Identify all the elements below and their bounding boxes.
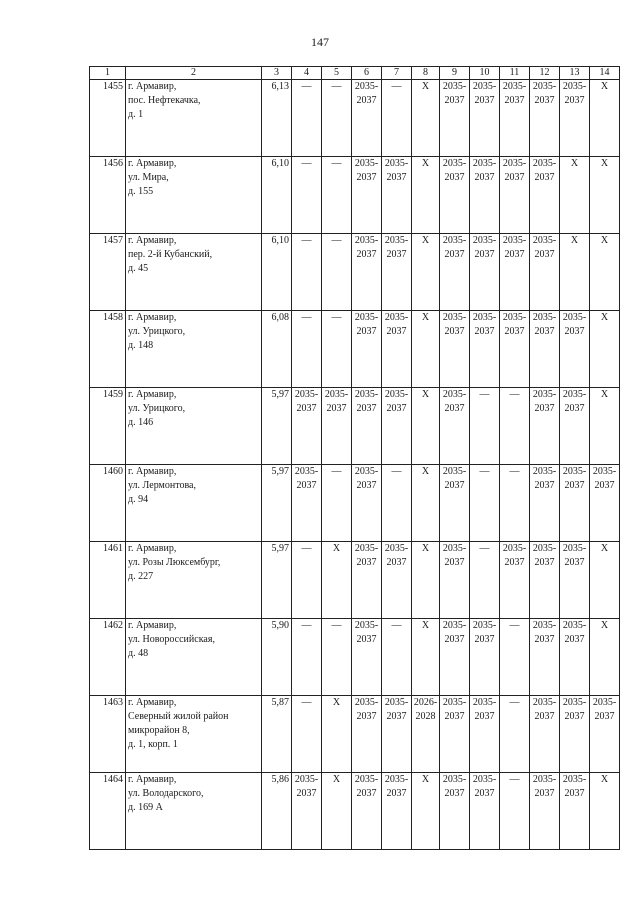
address-line: г. Армавир, [128, 158, 177, 169]
work-period-cell-col-8: Х [412, 465, 440, 542]
area-cell: 6,08 [262, 311, 292, 388]
table-row [90, 619, 620, 696]
area-cell: 6,10 [262, 157, 292, 234]
address-cell [126, 619, 262, 696]
work-period-cell-col-7: 2035- 2037 [382, 388, 412, 465]
address-line: ул. Володарского, [128, 788, 204, 799]
work-period-cell-col-4: 2035- 2037 [292, 465, 322, 542]
address-line: ул. Урицкого, [128, 326, 186, 337]
area-cell: 6,10 [262, 234, 292, 311]
work-period-cell-col-10: 2035- 2037 [470, 773, 500, 850]
area-cell: 5,86 [262, 773, 292, 850]
work-period-cell-col-8: Х [412, 773, 440, 850]
column-number-1: 1 [90, 67, 126, 80]
column-number-2: 2 [126, 67, 262, 80]
work-period-cell-col-5: Х [322, 773, 352, 850]
work-period-cell-col-9: 2035- 2037 [440, 157, 470, 234]
work-period-cell-col-7: 2035- 2037 [382, 234, 412, 311]
work-period-cell-col-6: 2035- 2037 [352, 311, 382, 388]
work-period-cell-col-8: Х [412, 157, 440, 234]
address-line: д. 169 А [128, 802, 163, 813]
work-period-cell-col-11: 2035- 2037 [500, 234, 530, 311]
page-number: 147 [311, 35, 329, 49]
work-period-cell-col-14: Х [590, 234, 620, 311]
address-line: г. Армавир, [128, 235, 177, 246]
area-cell: 5,97 [262, 465, 292, 542]
work-period-cell-col-13: 2035- 2037 [560, 696, 590, 773]
work-period-cell-col-11: — [500, 696, 530, 773]
address-line: г. Армавир, [128, 697, 177, 708]
work-period-cell-col-9: 2035- 2037 [440, 311, 470, 388]
column-number-3: 3 [262, 67, 292, 80]
work-period-cell-col-11: — [500, 619, 530, 696]
work-period-cell-col-14: Х [590, 80, 620, 157]
work-period-cell-col-14: Х [590, 619, 620, 696]
column-number-8: 8 [412, 67, 440, 80]
address-line: г. Армавир, [128, 774, 177, 785]
work-period-cell-col-10: — [470, 388, 500, 465]
work-period-cell-col-7: 2035- 2037 [382, 157, 412, 234]
address-cell [126, 773, 262, 850]
work-period-cell-col-13: 2035- 2037 [560, 465, 590, 542]
work-period-cell-col-4: — [292, 234, 322, 311]
address-line: г. Армавир, [128, 466, 177, 477]
row-number: 1460 [90, 465, 126, 542]
address-line: д. 227 [128, 571, 154, 582]
table-row [90, 542, 620, 619]
row-number: 1459 [90, 388, 126, 465]
work-period-cell-col-11: — [500, 388, 530, 465]
area-cell: 5,90 [262, 619, 292, 696]
address-line: пер. 2-й Кубанский, [128, 249, 213, 260]
work-period-cell-col-5: 2035- 2037 [322, 388, 352, 465]
row-number: 1456 [90, 157, 126, 234]
work-period-cell-col-7: 2035- 2037 [382, 542, 412, 619]
address-cell [126, 80, 262, 157]
work-period-cell-col-12: 2035- 2037 [530, 388, 560, 465]
address-cell [126, 696, 262, 773]
address-line: г. Армавир, [128, 543, 177, 554]
work-period-cell-col-11: — [500, 465, 530, 542]
work-period-cell-col-9: 2035- 2037 [440, 465, 470, 542]
column-number-6: 6 [352, 67, 382, 80]
work-period-cell-col-9: 2035- 2037 [440, 542, 470, 619]
address-cell [126, 234, 262, 311]
address-cell [126, 311, 262, 388]
work-period-cell-col-5: — [322, 311, 352, 388]
work-period-cell-col-12: 2035- 2037 [530, 80, 560, 157]
work-period-cell-col-9: 2035- 2037 [440, 773, 470, 850]
address-line: пос. Нефтекачка, [128, 95, 201, 106]
work-period-cell-col-10: — [470, 542, 500, 619]
work-period-cell-col-9: 2035- 2037 [440, 80, 470, 157]
work-period-cell-col-11: 2035- 2037 [500, 157, 530, 234]
work-period-cell-col-8: Х [412, 542, 440, 619]
address-cell [126, 465, 262, 542]
work-period-cell-col-4: — [292, 542, 322, 619]
address-cell [126, 388, 262, 465]
row-number: 1461 [90, 542, 126, 619]
address-line: д. 94 [128, 494, 149, 505]
work-period-cell-col-8: Х [412, 311, 440, 388]
work-period-cell-col-5: — [322, 619, 352, 696]
address-line: г. Армавир, [128, 312, 177, 323]
work-period-cell-col-14: Х [590, 388, 620, 465]
address-line: д. 48 [128, 648, 149, 659]
work-period-cell-col-6: 2035- 2037 [352, 234, 382, 311]
address-line: ул. Лермонтова, [128, 480, 196, 491]
work-period-cell-col-7: 2035- 2037 [382, 696, 412, 773]
address-line: д. 146 [128, 417, 154, 428]
area-cell: 5,97 [262, 388, 292, 465]
work-period-cell-col-4: — [292, 311, 322, 388]
work-period-cell-col-5: — [322, 157, 352, 234]
address-line: д. 1 [128, 109, 144, 120]
work-period-cell-col-13: 2035- 2037 [560, 773, 590, 850]
area-cell: 5,97 [262, 542, 292, 619]
work-period-cell-col-7: — [382, 619, 412, 696]
address-line: ул. Урицкого, [128, 403, 186, 414]
column-number-14: 14 [590, 67, 620, 80]
address-line: г. Армавир, [128, 389, 177, 400]
address-cell [126, 157, 262, 234]
column-number-13: 13 [560, 67, 590, 80]
table-body [90, 80, 620, 850]
column-number-row [90, 67, 620, 80]
row-number: 1458 [90, 311, 126, 388]
table-row [90, 80, 620, 157]
address-line: Северный жилой район [128, 711, 229, 722]
column-number-10: 10 [470, 67, 500, 80]
area-cell: 6,13 [262, 80, 292, 157]
work-period-cell-col-11: 2035- 2037 [500, 80, 530, 157]
table-row [90, 465, 620, 542]
work-period-cell-col-13: Х [560, 234, 590, 311]
work-period-cell-col-6: 2035- 2037 [352, 465, 382, 542]
work-period-cell-col-13: Х [560, 157, 590, 234]
work-period-cell-col-4: 2035- 2037 [292, 388, 322, 465]
housing-register-table [89, 66, 620, 850]
work-period-cell-col-14: Х [590, 311, 620, 388]
table-row [90, 157, 620, 234]
work-period-cell-col-6: 2035- 2037 [352, 773, 382, 850]
row-number: 1464 [90, 773, 126, 850]
column-number-9: 9 [440, 67, 470, 80]
work-period-cell-col-10: — [470, 465, 500, 542]
work-period-cell-col-11: — [500, 773, 530, 850]
table-row [90, 773, 620, 850]
work-period-cell-col-10: 2035- 2037 [470, 234, 500, 311]
address-line: д. 1, корп. 1 [128, 739, 178, 750]
work-period-cell-col-7: — [382, 465, 412, 542]
work-period-cell-col-12: 2035- 2037 [530, 465, 560, 542]
work-period-cell-col-4: 2035- 2037 [292, 773, 322, 850]
work-period-cell-col-14: Х [590, 542, 620, 619]
work-period-cell-col-5: — [322, 80, 352, 157]
address-line: ул. Новороссийская, [128, 634, 215, 645]
work-period-cell-col-14: 2035- 2037 [590, 465, 620, 542]
work-period-cell-col-10: 2035- 2037 [470, 696, 500, 773]
work-period-cell-col-9: 2035- 2037 [440, 619, 470, 696]
work-period-cell-col-13: 2035- 2037 [560, 542, 590, 619]
row-number: 1462 [90, 619, 126, 696]
address-cell [126, 542, 262, 619]
work-period-cell-col-10: 2035- 2037 [470, 80, 500, 157]
work-period-cell-col-6: 2035- 2037 [352, 542, 382, 619]
work-period-cell-col-12: 2035- 2037 [530, 157, 560, 234]
work-period-cell-col-6: 2035- 2037 [352, 157, 382, 234]
work-period-cell-col-10: 2035- 2037 [470, 619, 500, 696]
work-period-cell-col-14: Х [590, 157, 620, 234]
work-period-cell-col-7: — [382, 80, 412, 157]
address-line: микрорайон 8, [128, 725, 190, 736]
table-row [90, 388, 620, 465]
work-period-cell-col-8: Х [412, 388, 440, 465]
work-period-cell-col-9: 2035- 2037 [440, 388, 470, 465]
work-period-cell-col-6: 2035- 2037 [352, 388, 382, 465]
work-period-cell-col-4: — [292, 619, 322, 696]
work-period-cell-col-6: 2035- 2037 [352, 619, 382, 696]
row-number: 1455 [90, 80, 126, 157]
work-period-cell-col-10: 2035- 2037 [470, 311, 500, 388]
table-row [90, 311, 620, 388]
work-period-cell-col-5: — [322, 234, 352, 311]
column-number-5: 5 [322, 67, 352, 80]
address-line: д. 148 [128, 340, 154, 351]
column-number-11: 11 [500, 67, 530, 80]
address-line: д. 155 [128, 186, 154, 197]
work-period-cell-col-13: 2035- 2037 [560, 311, 590, 388]
work-period-cell-col-7: 2035- 2037 [382, 311, 412, 388]
work-period-cell-col-6: 2035- 2037 [352, 80, 382, 157]
work-period-cell-col-6: 2035- 2037 [352, 696, 382, 773]
column-number-12: 12 [530, 67, 560, 80]
work-period-cell-col-5: Х [322, 542, 352, 619]
address-line: ул. Мира, [128, 172, 169, 183]
work-period-cell-col-8: Х [412, 80, 440, 157]
work-period-cell-col-11: 2035- 2037 [500, 542, 530, 619]
address-line: д. 45 [128, 263, 149, 274]
work-period-cell-col-12: 2035- 2037 [530, 311, 560, 388]
work-period-cell-col-14: 2035- 2037 [590, 696, 620, 773]
work-period-cell-col-12: 2035- 2037 [530, 773, 560, 850]
work-period-cell-col-10: 2035- 2037 [470, 157, 500, 234]
column-number-7: 7 [382, 67, 412, 80]
work-period-cell-col-5: Х [322, 696, 352, 773]
work-period-cell-col-7: 2035- 2037 [382, 773, 412, 850]
work-period-cell-col-8: Х [412, 619, 440, 696]
work-period-cell-col-4: — [292, 157, 322, 234]
row-number: 1463 [90, 696, 126, 773]
work-period-cell-col-12: 2035- 2037 [530, 234, 560, 311]
work-period-cell-col-13: 2035- 2037 [560, 80, 590, 157]
address-line: г. Армавир, [128, 81, 177, 92]
work-period-cell-col-9: 2035- 2037 [440, 234, 470, 311]
area-cell: 5,87 [262, 696, 292, 773]
table-row [90, 234, 620, 311]
address-line: г. Армавир, [128, 620, 177, 631]
work-period-cell-col-12: 2035- 2037 [530, 542, 560, 619]
address-line: ул. Розы Люксембург, [128, 557, 221, 568]
column-number-4: 4 [292, 67, 322, 80]
work-period-cell-col-12: 2035- 2037 [530, 619, 560, 696]
table-row [90, 696, 620, 773]
work-period-cell-col-8: Х [412, 234, 440, 311]
work-period-cell-col-11: 2035- 2037 [500, 311, 530, 388]
work-period-cell-col-12: 2035- 2037 [530, 696, 560, 773]
row-number: 1457 [90, 234, 126, 311]
work-period-cell-col-5: — [322, 465, 352, 542]
work-period-cell-col-13: 2035- 2037 [560, 388, 590, 465]
work-period-cell-col-14: Х [590, 773, 620, 850]
work-period-cell-col-13: 2035- 2037 [560, 619, 590, 696]
work-period-cell-col-9: 2035- 2037 [440, 696, 470, 773]
work-period-cell-col-8: 2026- 2028 [412, 696, 440, 773]
work-period-cell-col-4: — [292, 696, 322, 773]
work-period-cell-col-4: — [292, 80, 322, 157]
